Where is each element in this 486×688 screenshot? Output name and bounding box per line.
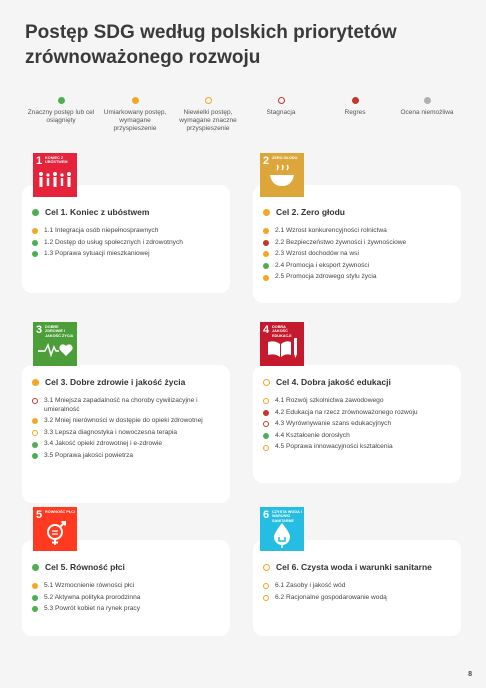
legend-item-significant	[26, 97, 96, 125]
status-dot	[278, 97, 285, 104]
sdg-tile-6	[260, 507, 304, 551]
target-item: 3.2 Mniej nierówności w dostępie do opieki zdrowotnej	[32, 417, 220, 426]
tile-label: ZERO GŁODU	[272, 156, 298, 160]
goal-card-4	[253, 365, 461, 483]
sdg-tile-2	[260, 153, 304, 197]
tile-number: 4	[263, 324, 270, 336]
status-dot	[263, 240, 269, 246]
status-dot	[263, 398, 269, 404]
gender-icon	[33, 507, 77, 551]
legend-item-moderate	[100, 97, 170, 133]
bowl-icon	[260, 153, 304, 197]
status-dot	[263, 228, 269, 234]
target-item: 4.3 Wyrównywanie szans edukacyjnych	[263, 420, 451, 429]
status-dot	[32, 583, 38, 589]
status-dot	[32, 430, 38, 436]
tile-number: 6	[263, 509, 270, 521]
status-dot	[32, 251, 38, 257]
status-dot	[263, 379, 270, 386]
status-dot	[132, 97, 139, 104]
status-dot	[32, 595, 38, 601]
tile-label: DOBRE ZDROWIE I JAKOŚĆ ŻYCIA	[45, 325, 74, 338]
heartbeat-icon	[33, 322, 77, 366]
target-item: 2.1 Wzrost konkurencyjności rolnictwa	[263, 227, 451, 236]
status-dot	[205, 97, 212, 104]
goal-heading: Cel 3. Dobre zdrowie i jakość życia	[32, 377, 220, 387]
status-dot	[32, 379, 39, 386]
target-item: 6.1 Zasoby i jakość wód	[263, 582, 451, 591]
status-dot	[263, 583, 269, 589]
legend-item-regress	[320, 97, 390, 117]
target-item: 3.4 Jakość opieki zdrowotnej i e-zdrowie	[32, 440, 220, 449]
status-dot	[263, 251, 269, 257]
status-dot	[32, 209, 39, 216]
goal-heading: Cel 2. Zero głodu	[263, 207, 451, 217]
status-dot	[32, 442, 38, 448]
tile-number: 5	[36, 509, 43, 521]
target-item: 6.2 Racjonalne gospodarowanie wodą	[263, 594, 451, 603]
legend-label: Ocena niemożliwa	[400, 109, 454, 116]
water-drop-icon	[260, 507, 304, 551]
goal-heading: Cel 1. Koniec z ubóstwem	[32, 207, 220, 217]
goal-heading: Cel 5. Równość płci	[32, 562, 220, 572]
status-dot	[32, 564, 39, 571]
sdg-tile-1	[33, 153, 77, 197]
tile-number: 1	[36, 155, 43, 167]
status-dot	[263, 275, 269, 281]
target-item: 3.5 Poprawa jakości powietrza	[32, 452, 220, 461]
status-dot	[263, 433, 269, 439]
tile-label: DOBRA JAKOŚĆ EDUKACJI	[272, 325, 292, 338]
target-item: 1.2 Dostęp do usług społecznych i zdrowotnych	[32, 239, 220, 248]
target-item: 3.1 Mniejsza zapadalność na choroby cywilizacyjne i umieralność	[32, 397, 220, 414]
target-item: 1.3 Poprawa sytuacji mieszkaniowej	[32, 250, 220, 259]
status-dot	[424, 97, 431, 104]
legend	[27, 97, 460, 137]
family-icon	[33, 153, 77, 197]
status-dot	[263, 421, 269, 427]
target-item: 2.2 Bezpieczeństwo żywności i żywnościowe	[263, 239, 451, 248]
status-dot	[263, 595, 269, 601]
target-item: 5.2 Aktywna polityka prorodzinna	[32, 594, 220, 603]
target-item: 4.5 Poprawa innowacyjności kształcenia	[263, 443, 451, 452]
target-item: 5.1 Wzmocnienie równości płci	[32, 582, 220, 591]
target-item: 3.3 Lepsza diagnostyka i nowoczesna terapia	[32, 429, 220, 438]
target-item: 2.3 Wzrost dochodów na wsi	[263, 250, 451, 259]
target-item: 1.1 Integracja osób niepełnosprawnych	[32, 227, 220, 236]
target-item: 4.1 Rozwój szkolnictwa zawodowego	[263, 397, 451, 406]
goal-card-5	[22, 540, 230, 636]
status-dot	[58, 97, 65, 104]
status-dot	[32, 228, 38, 234]
sdg-tile-4	[260, 322, 304, 366]
goal-card-2	[253, 185, 461, 303]
goal-heading: Cel 4. Dobra jakość edukacji	[263, 377, 451, 387]
tile-label: CZYSTA WODA I WARUNKI SANITARNE	[272, 510, 302, 523]
status-dot	[263, 564, 270, 571]
target-item: 5.3 Powrót kobiet na rynek pracy	[32, 605, 220, 614]
page-number: 8	[468, 671, 472, 678]
target-item: 4.4 Kształcenie dorosłych	[263, 432, 451, 441]
target-item: 2.5 Promocja zdrowego stylu życia	[263, 273, 451, 282]
legend-label: Regres	[344, 109, 366, 116]
status-dot	[32, 398, 38, 404]
target-item: 2.4 Promocja i eksport żywności	[263, 262, 451, 271]
page-title: Postęp SDG według polskich priorytetów zrównoważonego rozwoju	[25, 22, 397, 68]
status-dot	[32, 240, 38, 246]
tile-number: 3	[36, 324, 43, 336]
target-item: 4.2 Edukacja na rzecz zrównoważonego rozwoju	[263, 409, 451, 418]
legend-label: Umiarkowany postęp, wymagane przyspieszenie	[103, 109, 167, 132]
goal-card-1	[22, 185, 230, 293]
book-pencil-icon	[260, 322, 304, 366]
status-dot	[263, 445, 269, 451]
legend-item-no-assessment	[392, 97, 462, 117]
status-dot	[263, 209, 270, 216]
status-dot	[32, 453, 38, 459]
sdg-tile-3	[33, 322, 77, 366]
status-dot	[263, 410, 269, 416]
legend-label: Niewielki postęp, wymagane znaczne przyspieszenie	[179, 109, 237, 132]
tile-label: KONIEC Z UBÓSTWEM	[45, 156, 68, 165]
status-dot	[32, 418, 38, 424]
status-dot	[352, 97, 359, 104]
tile-number: 2	[263, 155, 270, 167]
legend-label: Znaczny postęp lub cel osiągnięty	[27, 109, 95, 124]
legend-item-small	[173, 97, 243, 133]
status-dot	[32, 606, 38, 612]
goal-card-3	[22, 365, 230, 503]
goal-heading: Cel 6. Czysta woda i warunki sanitarne	[263, 562, 451, 572]
status-dot	[263, 263, 269, 269]
legend-label: Stagnacja	[266, 109, 296, 116]
goal-card-6	[253, 540, 461, 636]
sdg-tile-5	[33, 507, 77, 551]
legend-item-stagnation	[246, 97, 316, 117]
tile-label: RÓWNOŚĆ PŁCI	[45, 510, 75, 514]
